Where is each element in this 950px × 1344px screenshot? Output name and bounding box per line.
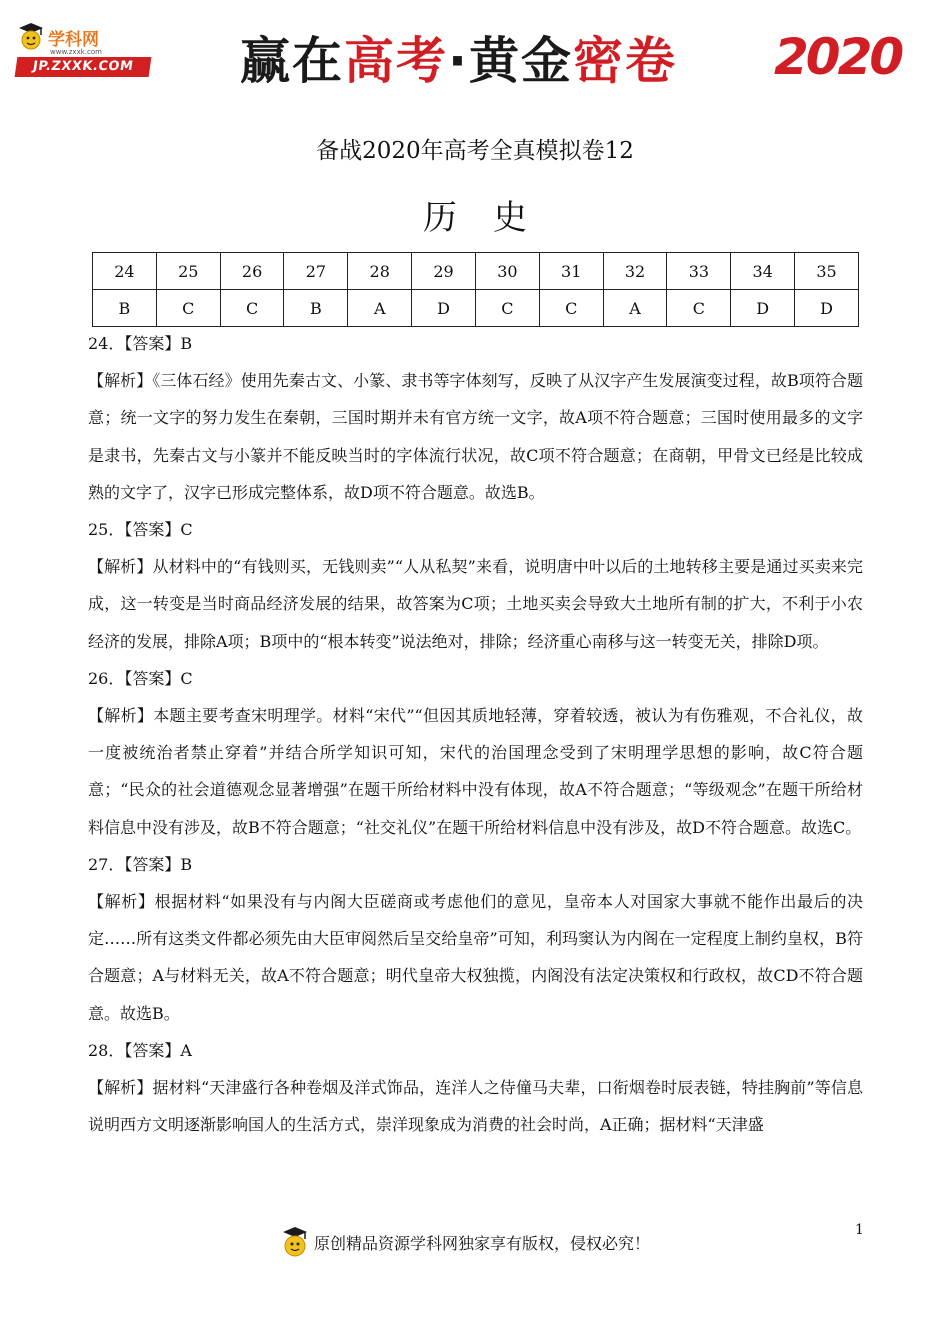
table-cell: 24 bbox=[93, 253, 157, 290]
year-badge bbox=[770, 28, 910, 88]
table-cell: 31 bbox=[539, 253, 603, 290]
table-cell: 35 bbox=[795, 253, 859, 290]
table-cell: C bbox=[667, 290, 731, 327]
banner-part-4: 密卷 bbox=[573, 32, 677, 90]
question-answer-heading: 25．【答案】C bbox=[88, 520, 193, 540]
question-analysis: 【解析】根据材料“如果没有与内阁大臣磋商或考虑他们的意见，皇帝本人对国家大事就不能作出最后的决定……所有这类文件都必须先由大臣审阅然后呈交给皇帝”可知，利玛窦认为内阁在一定程度上制约皇权，B符合题意；A与材料无关，故A不符合题意；明代皇帝大权独揽，内阁没有法定决策权和行政权，故CD不符合题意。故选B。 bbox=[88, 892, 863, 1023]
banner-part-3: ·黄金 bbox=[448, 32, 573, 90]
banner-part-1: 赢在 bbox=[240, 32, 344, 90]
table-cell: 28 bbox=[348, 253, 412, 290]
table-cell: C bbox=[475, 290, 539, 327]
page-number: 1 bbox=[855, 1222, 864, 1238]
logo-small-url: www.zxxk.com bbox=[50, 48, 102, 56]
table-cell: C bbox=[156, 290, 220, 327]
question-answer-heading: 24．【答案】B bbox=[88, 334, 193, 353]
question-analysis: 【解析】《三体石经》使用先秦古文、小篆、隶书等字体刻写，反映了从汉字产生发展演变过程，故B项符合题意；统一文字的努力发生在秦朝，三国时期并未有官方统一文字，故A项不符合题意；三国时使用最多的文字是隶书，先秦古文与小篆并不能反映当时的字体流行状况，故C项不符合题意；在商朝，甲骨文已经是比较成熟的文字了，汉字已形成完整体系，故D项不符合题意。故选B。 bbox=[88, 371, 863, 502]
table-cell: 26 bbox=[220, 253, 284, 290]
table-cell: 29 bbox=[412, 253, 476, 290]
answer-table-number-row bbox=[93, 253, 859, 290]
table-cell: D bbox=[731, 290, 795, 327]
question-answer-heading: 27．【答案】B bbox=[88, 854, 193, 874]
banner-title bbox=[240, 22, 677, 92]
table-cell: B bbox=[284, 290, 348, 327]
copyright-text: 原创精品资源学科网独家享有版权，侵权必究！ bbox=[314, 1233, 651, 1253]
year-text: 2020 bbox=[774, 28, 902, 86]
logo-url-banner: JP.ZXXK.COM bbox=[15, 57, 152, 77]
table-cell: 30 bbox=[475, 253, 539, 290]
table-cell: 27 bbox=[284, 253, 348, 290]
question-answer-heading: 26．【答案】C bbox=[88, 668, 193, 688]
copyright-footer bbox=[280, 1222, 650, 1262]
answer-table-answer-row bbox=[93, 290, 859, 327]
zxxk-logo[interactable] bbox=[12, 20, 152, 80]
mascot-icon bbox=[280, 1225, 310, 1259]
page-header bbox=[0, 0, 950, 100]
table-cell: C bbox=[539, 290, 603, 327]
question-analysis: 【解析】从材料中的“有钱则买，无钱则卖”“人从私契”来看，说明唐中叶以后的土地转移主要是通过买卖来完成，这一转变是当时商品经济发展的结果，故答案为C项；土地买卖会导致大土地所有制的扩大，不利于小农经济的发展，排除A项；B项中的“根本转变”说法绝对，排除；经济重心南移与这一转变无关，排除D项。 bbox=[88, 557, 863, 651]
logo-chinese-name: 学科网 bbox=[48, 29, 99, 50]
table-cell: 32 bbox=[603, 253, 667, 290]
exam-subtitle: 备战2020年高考全真模拟卷12 bbox=[316, 138, 634, 164]
table-cell: C bbox=[220, 290, 284, 327]
answer-explanations bbox=[88, 325, 863, 1143]
table-cell: A bbox=[603, 290, 667, 327]
table-cell: D bbox=[412, 290, 476, 327]
mascot-icon bbox=[16, 22, 46, 52]
question-analysis: 【解析】据材料“天津盛行各种卷烟及洋式饰品，连洋人之侍僮马夫辈，口衔烟卷时辰表链，特挂胸前”等信息说明西方文明逐渐影响国人的生活方式，崇洋现象成为消费的社会时尚，A正确；据材料“天津盛 bbox=[88, 1078, 863, 1135]
table-cell: D bbox=[795, 290, 859, 327]
banner-part-2: 高考 bbox=[344, 32, 448, 90]
table-cell: A bbox=[348, 290, 412, 327]
question-analysis: 【解析】本题主要考查宋明理学。材料“宋代”“但因其质地轻薄，穿着较透，被认为有伤雅观，不合礼仪，故一度被统治者禁止穿着”并结合所学知识可知，宋代的治国理念受到了宋明理学思想的影响，故C符合题意；“民众的社会道德观念显著增强”在题干所给材料中没有体现，故A不符合题意；“等级观念”在题干所给材料信息中没有涉及，故B不符合题意；“社交礼仪”在题干所给材料信息中没有涉及，故D不符合题意。故选C。 bbox=[88, 706, 863, 837]
question-answer-heading: 28．【答案】A bbox=[88, 1040, 192, 1060]
subject-title: 历史 bbox=[423, 198, 563, 238]
table-cell: B bbox=[93, 290, 157, 327]
answer-table bbox=[92, 252, 859, 327]
table-cell: 33 bbox=[667, 253, 731, 290]
table-cell: 25 bbox=[156, 253, 220, 290]
table-cell: 34 bbox=[731, 253, 795, 290]
